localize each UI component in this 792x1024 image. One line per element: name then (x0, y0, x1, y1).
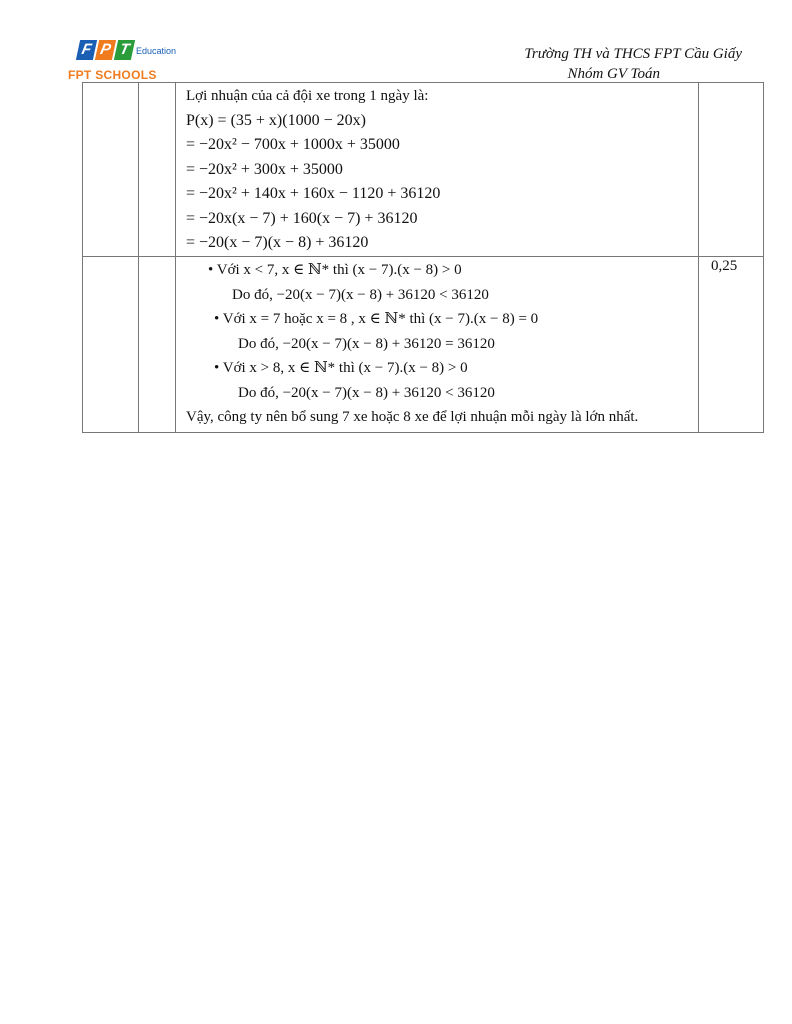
case-line: Do đó, −20(x − 7)(x − 8) + 36120 < 36120 (238, 384, 495, 401)
case-line: Do đó, −20(x − 7)(x − 8) + 36120 = 36120 (238, 335, 495, 352)
table-cell-empty (139, 257, 176, 433)
math-line: = −20x² − 700x + 1000x + 35000 (186, 136, 400, 153)
math-line: = −20x² + 300x + 35000 (186, 160, 343, 178)
table-row (83, 257, 764, 433)
case-line: • Với x < 7, x ∈ ℕ* thì (x − 7).(x − 8) > 0 (208, 262, 462, 278)
header-group: Nhóm GV Toán (567, 66, 660, 82)
logo-education-text: Education (136, 46, 177, 56)
logo-schools-text: FPT SCHOOLS (68, 68, 157, 82)
logo-letter-p: P (95, 40, 116, 60)
case-line: • Với x = 7 hoặc x = 8 , x ∈ ℕ* thì (x − 7).(x − 8) = 0 (214, 311, 539, 327)
table-cell-content (176, 257, 699, 433)
table-cell-empty (83, 257, 139, 433)
conclusion-line: Vậy, công ty nên bổ sung 7 xe hoặc 8 xe để lợi nhuận mỗi ngày là lớn nhất. (186, 409, 639, 425)
math-line: = −20(x − 7)(x − 8) + 36120 (186, 234, 369, 251)
table-row (83, 83, 764, 257)
table-cell-empty (699, 83, 764, 257)
math-line: = −20x² + 140x + 160x − 1120 + 36120 (186, 185, 441, 202)
fpt-logo-letters (78, 40, 133, 62)
solution-table (82, 82, 764, 433)
logo-letter-t: T (114, 40, 135, 60)
case-line: Do đó, −20(x − 7)(x − 8) + 36120 < 36120 (232, 286, 489, 303)
score-cell: 0,25 (699, 257, 764, 433)
table-cell-empty (139, 83, 176, 257)
case-line: • Với x > 8, x ∈ ℕ* thì (x − 7).(x − 8) > 0 (214, 360, 468, 376)
fpt-logo (68, 40, 177, 84)
table-cell-content (176, 83, 699, 257)
table-cell-empty (83, 83, 139, 257)
intro-line: Lợi nhuận của cả đội xe trong 1 ngày là: (186, 88, 429, 104)
math-line: P(x) = (35 + x)(1000 − 20x) (186, 111, 366, 129)
header-school: Trường TH và THCS FPT Cầu Giấy (524, 46, 742, 62)
logo-letter-f: F (76, 40, 97, 60)
math-line: = −20x(x − 7) + 160(x − 7) + 36120 (186, 209, 418, 227)
